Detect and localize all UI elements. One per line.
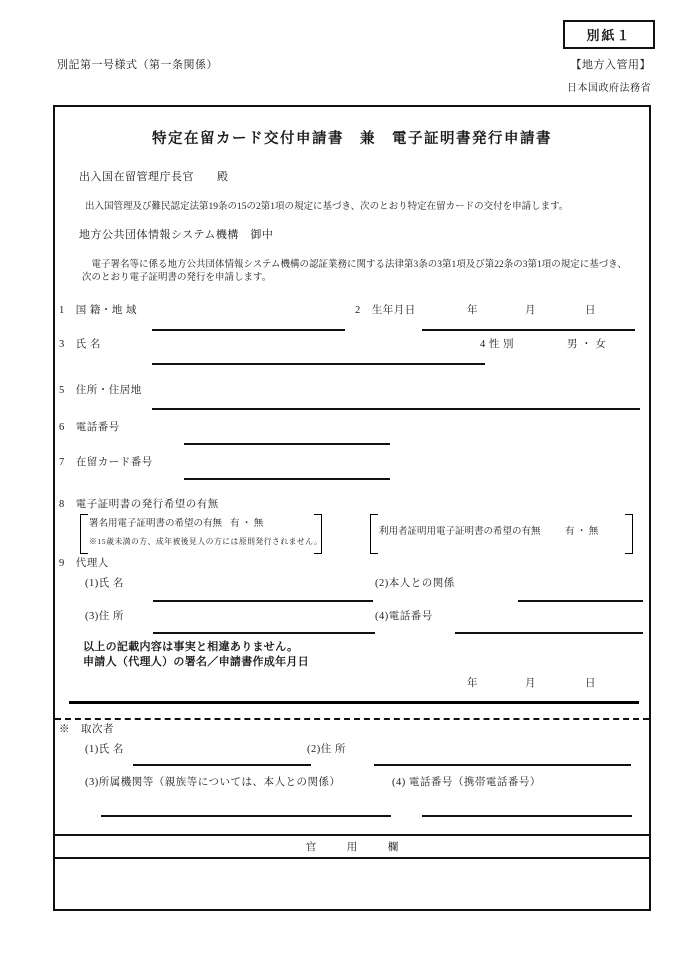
form-title: 特定在留カード交付申請書 兼 電子証明書発行申請書 [152, 131, 552, 147]
signature-certificate-options: 有 ・ 無 [230, 519, 264, 529]
user-certificate-options: 有 ・ 無 [565, 527, 599, 537]
official-use-top-border [55, 834, 649, 836]
sign-date-year-label: 年 [467, 678, 478, 689]
rep-relationship-blank-line [518, 600, 643, 602]
official-use-bottom-border [55, 857, 649, 859]
declaration-statement: 以上の記載内容は事実と相違ありません。 [83, 641, 299, 653]
close-bracket-icon [313, 514, 322, 554]
dashed-divider [55, 718, 649, 720]
field-name-label: 3 氏 名 [59, 339, 101, 350]
signature-instruction: 申請人（代理人）の署名／申請書作成年月日 [83, 656, 309, 668]
proxy-heading: ※ 取次者 [59, 724, 114, 735]
birthdate-month-label: 月 [525, 305, 536, 316]
rep-phone-blank-line [455, 632, 643, 634]
proxy-phone-label: (4) 電話番号（携帯電話番号） [392, 777, 541, 788]
user-certificate-label: 利用者証明用電子証明書の希望の有無 [379, 527, 541, 537]
issuer-name: 日本国政府法務省 [567, 83, 651, 94]
field-card-number-label: 7 在留カード番号 [59, 457, 153, 468]
attachment-label-box [563, 20, 655, 49]
field-nationality-label: 1 国 籍・地 域 [59, 305, 137, 316]
close-bracket-icon [624, 514, 633, 554]
rep-phone-label: (4)電話番号 [375, 611, 433, 622]
attachment-label: 別紙１ [586, 28, 632, 43]
addressee-jlis: 地方公共団体情報システム機構 御中 [79, 229, 274, 241]
form-code: 別記第一号様式（第一条関係） [57, 59, 218, 71]
proxy-organization-blank-line [101, 815, 391, 817]
user-certificate-group [370, 514, 633, 554]
field-representative-label: 9 代理人 [59, 558, 109, 569]
field-certificate-label: 8 電子証明書の発行希望の有無 [59, 499, 219, 510]
rep-address-blank-line [153, 632, 375, 634]
field-birthdate-label: 2 生年月日 [355, 305, 416, 316]
addressee-immigration: 出入国在留管理庁長官 殿 [79, 171, 229, 183]
signature-certificate-label: 署名用電子証明書の希望の有無 [89, 519, 223, 529]
birthdate-year-label: 年 [467, 305, 478, 316]
birthdate-blank-line [422, 329, 635, 331]
sign-date-month-label: 月 [525, 678, 536, 689]
proxy-name-blank-line [133, 764, 311, 766]
signature-certificate-note: ※15歳未満の方、成年被後見人の方には原則発行されません。 [89, 537, 323, 546]
open-bracket-icon [370, 514, 379, 554]
rep-name-label: (1)氏 名 [85, 578, 124, 589]
name-blank-line [152, 363, 485, 365]
signature-certificate-group [80, 514, 322, 554]
official-use-label: 官 用 欄 [305, 842, 409, 853]
rep-relationship-label: (2)本人との関係 [375, 578, 455, 589]
proxy-address-label: (2)住 所 [307, 744, 346, 755]
application-form-box [53, 105, 651, 911]
field-address-label: 5 住所・住居地 [59, 385, 142, 396]
nationality-blank-line [152, 329, 345, 331]
signature-blank-line [69, 701, 639, 704]
phone-blank-line [184, 443, 390, 445]
legal-basis-certificate: 電子署名等に係る地方公共団体情報システム機構の認証業務に関する法律第3条の3第1項及び第22条の3第1項の規定に基づき、次のとおり電子証明書の発行を申請します。 [82, 260, 627, 283]
birthdate-day-label: 日 [585, 305, 596, 316]
proxy-name-label: (1)氏 名 [85, 744, 124, 755]
open-bracket-icon [80, 514, 89, 554]
rep-name-blank-line [153, 600, 373, 602]
office-use-tag: 【地方入管用】 [570, 59, 651, 71]
field-sex-label: 4 性 別 [480, 339, 514, 350]
sex-options: 男 ・ 女 [567, 339, 607, 350]
card-number-blank-line [184, 478, 390, 480]
sign-date-day-label: 日 [585, 678, 596, 689]
rep-address-label: (3)住 所 [85, 611, 124, 622]
proxy-address-blank-line [374, 764, 631, 766]
address-blank-line [152, 408, 640, 410]
legal-basis-residence-card: 出入国管理及び難民認定法第19条の15の2第1項の規定に基づき、次のとおり特定在留カードの交付を申請します。 [85, 202, 569, 212]
field-phone-label: 6 電話番号 [59, 422, 120, 433]
proxy-organization-label: (3)所属機関等（親族等については、本人との関係） [85, 777, 341, 788]
proxy-phone-blank-line [422, 815, 632, 817]
